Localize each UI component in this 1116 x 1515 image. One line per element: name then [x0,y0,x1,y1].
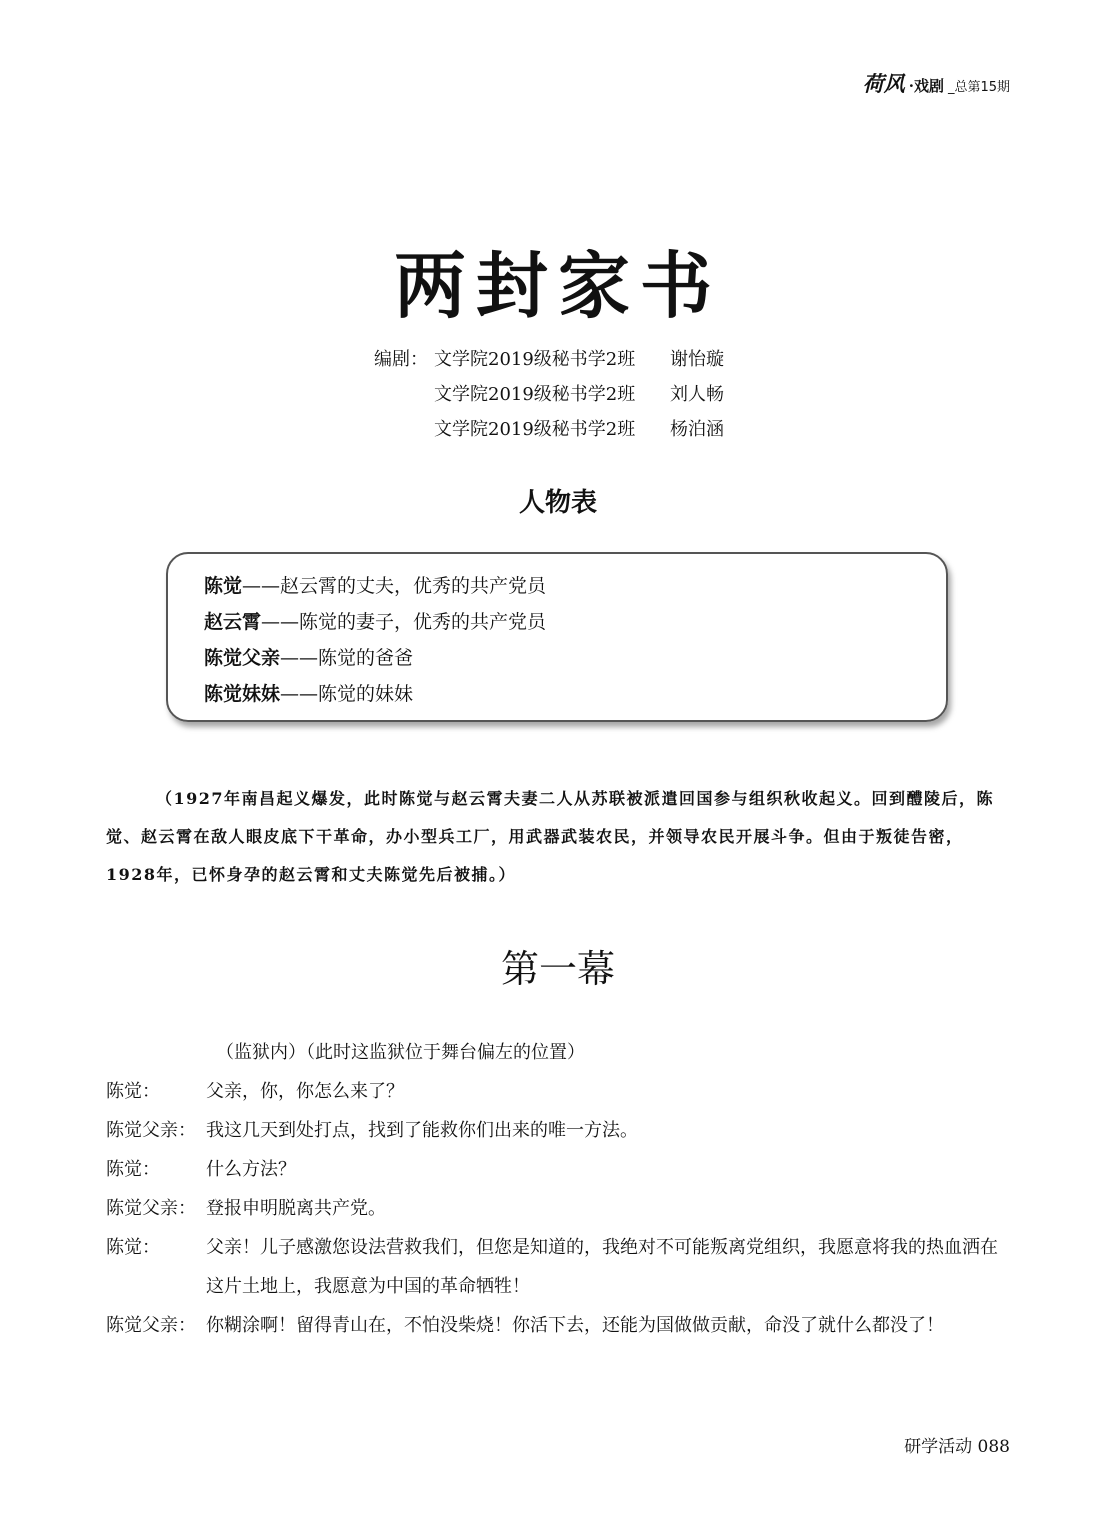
cast-name: 陈觉妹妹 [204,683,281,705]
cast-item [204,568,946,604]
dialogue-line [106,1189,1012,1228]
issue-number: _总第15期 [947,80,1010,95]
speaker: 陈觉： [106,1159,160,1180]
play-title: 两封家书 [393,243,722,328]
cast-name: 赵云霄 [204,611,262,633]
footer-label: 研学活动 [904,1437,973,1457]
cast-heading: 人物表 [518,488,597,518]
speaker: 陈觉： [106,1081,160,1102]
speaker: 陈觉： [106,1237,160,1258]
dialogue-line [106,1306,1012,1345]
magazine-brand: 荷风 [862,71,905,96]
act-title: 第一幕 [500,947,615,991]
page-footer [904,1432,1010,1457]
cast-desc: ——陈觉的爸爸 [280,647,414,669]
dialogue-line [106,1228,1012,1306]
credit-org: 文学院2019级秘书学2班 [434,384,636,405]
credit-row [374,412,724,447]
credit-org: 文学院2019级秘书学2班 [434,349,636,370]
speaker: 陈觉父亲： [106,1198,196,1219]
cast-list-box [166,552,948,722]
speaker: 陈觉父亲： [106,1315,196,1336]
speech: 父亲，你，你怎么来了？ [206,1081,404,1102]
speech: 什么方法？ [206,1159,296,1180]
cast-desc: ——陈觉的妹妹 [280,683,414,705]
cast-item [204,604,946,640]
speech: 我这几天到处打点，找到了能救你们出来的唯一方法。 [206,1120,638,1141]
cast-desc: ——陈觉的妻子，优秀的共产党员 [261,611,547,633]
cast-item [204,676,946,712]
credit-name: 杨泊涵 [670,419,724,440]
background-note: （1927年南昌起义爆发，此时陈觉与赵云霄夫妻二人从苏联被派遣回国参与组织秋收起义。回到醴陵后，陈觉、赵云霄在敌人眼皮底下干革命，办小型兵工厂，用武器武装农民，并领导农民开展斗争。但由于叛徒告密，1928年，已怀身孕的赵云霄和丈夫陈觉先后被捕。） [106,789,995,884]
cast-name: 陈觉父亲 [204,647,281,669]
credit-name: 谢怡璇 [670,349,724,370]
credits-label: 编剧： [374,349,428,370]
cast-name: 陈觉 [204,575,243,597]
page-header [863,68,1010,98]
dialogue-line [106,1072,1012,1111]
credit-name: 刘人畅 [670,384,724,405]
stage-direction: （监狱内）（此时这监狱位于舞台偏左的位置） [216,1042,585,1063]
credit-row [374,342,724,377]
credit-row [374,377,724,412]
dialogue-line [106,1111,1012,1150]
cast-desc: ——赵云霄的丈夫，优秀的共产党员 [242,575,547,597]
credits [374,342,724,447]
section-label: ·戏剧 [908,77,944,95]
speaker: 陈觉父亲： [106,1120,196,1141]
speech: 父亲！儿子感激您设法营救我们，但您是知道的，我绝对不可能叛离党组织，我愿意将我的热血洒在这片土地上，我愿意为中国的革命牺牲！ [206,1237,998,1297]
dialogue-line [106,1150,1012,1189]
cast-item [204,640,946,676]
dialogue [106,1072,1012,1345]
page-number: 088 [977,1437,1010,1457]
speech: 你糊涂啊！留得青山在，不怕没柴烧！你活下去，还能为国做做贡献，命没了就什么都没了！ [206,1315,944,1336]
credit-org: 文学院2019级秘书学2班 [434,419,636,440]
speech: 登报申明脱离共产党。 [206,1198,386,1219]
